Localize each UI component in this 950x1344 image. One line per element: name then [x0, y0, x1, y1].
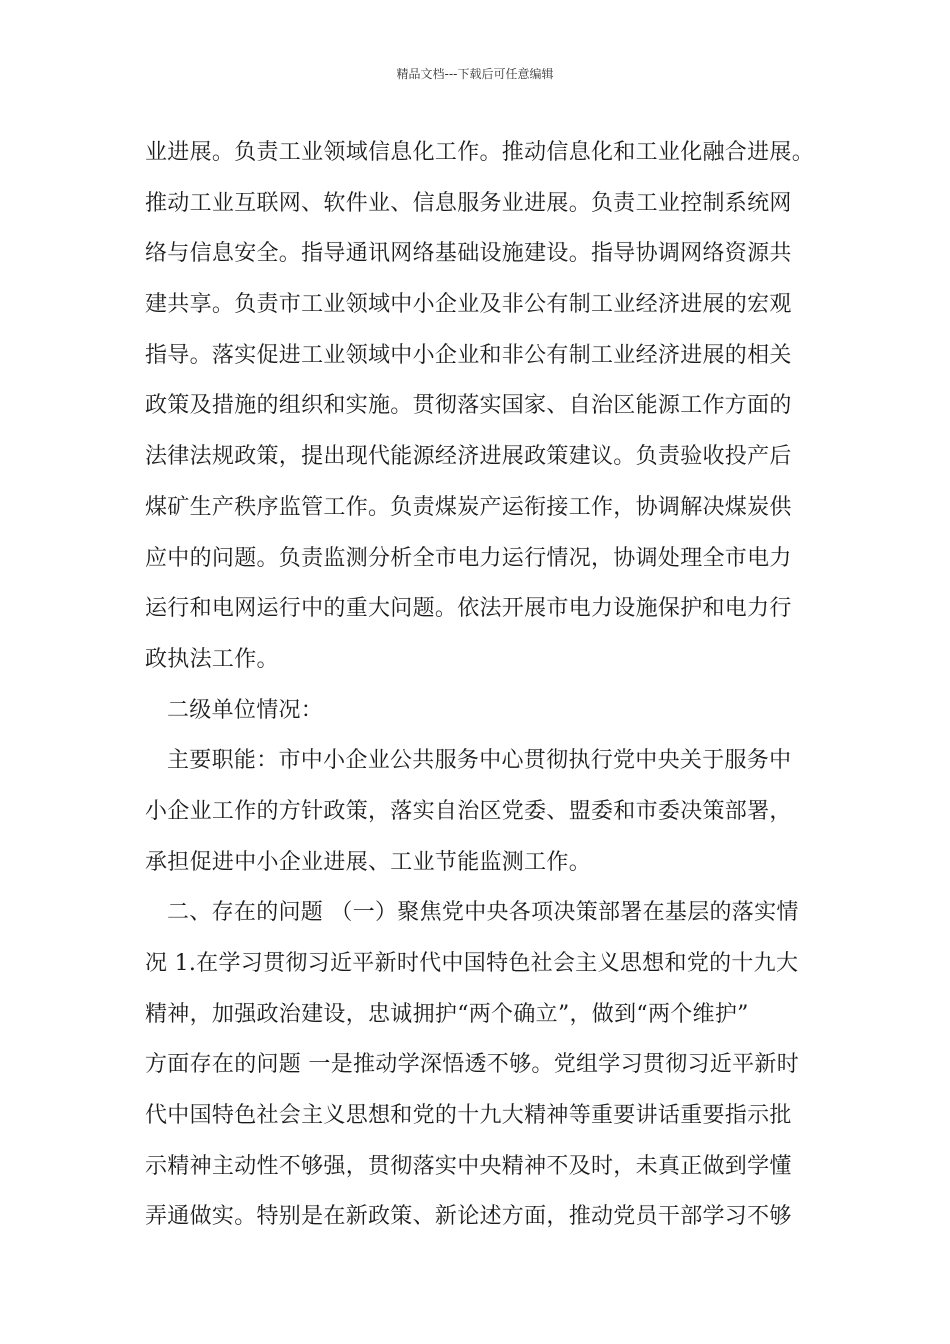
text-line: 示精神主动性不够强，贯彻落实中央精神不及时，未真正做到学懂 [145, 1153, 792, 1179]
text-line: 弄通做实。特别是在新政策、新论述方面，推动党员干部学习不够 [145, 1204, 792, 1230]
text-line: 煤矿生产秩序监管工作。负责煤炭产运衔接工作，协调解决煤炭供 [145, 494, 792, 520]
text-line: 政执法工作。 [145, 646, 279, 672]
text-line: 二、存在的问题 （一）聚焦党中央各项决策部署在基层的落实情 [167, 900, 799, 926]
text-line: 运行和电网运行中的重大问题。依法开展市电力设施保护和电力行 [145, 596, 792, 622]
section-heading: 二级单位情况： [167, 697, 324, 723]
text-line: 业进展。负责工业领域信息化工作。推动信息化和工业化融合进展。 [145, 140, 815, 165]
text-line: 小企业工作的方针政策，落实自治区党委、盟委和市委决策部署， [145, 798, 792, 824]
text-line: 建共享。负责市工业领域中小企业及非公有制工业经济进展的宏观 [145, 292, 792, 318]
text-line: 代中国特色社会主义思想和党的十九大精神等重要讲话重要指示批 [145, 1103, 792, 1129]
text-line: 承担促进中小企业进展、工业节能监测工作。 [145, 849, 592, 875]
text-line: 应中的问题。负责监测分析全市电力运行情况，协调处理全市电力 [145, 545, 792, 571]
text-line: 况 1.在学习贯彻习近平新时代中国特色社会主义思想和党的十九大 [145, 951, 799, 976]
text-line: 政策及措施的组织和实施。贯彻落实国家、自治区能源工作方面的 [145, 393, 792, 419]
text-line: 络与信息安全。指导通讯网络基础设施建设。指导协调网络资源共 [145, 241, 792, 267]
text-line: 指导。落实促进工业领域中小企业和非公有制工业经济进展的相关 [145, 342, 792, 368]
document-body [145, 128, 825, 1243]
text-line: 方面存在的问题 一是推动学深悟透不够。党组学习贯彻习近平新时 [145, 1052, 799, 1078]
text-line: 推动工业互联网、软件业、信息服务业进展。负责工业控制系统网 [145, 190, 792, 216]
text-line: 精神，加强政治建设，忠诚拥护“两个确立”，做到“两个维护” [145, 1001, 749, 1027]
page-header: 精品文档---下载后可任意编辑 [396, 67, 554, 81]
text-line: 法律法规政策，提出现代能源经济进展政策建议。负责验收投产后 [145, 444, 792, 470]
text-line: 主要职能：市中小企业公共服务中心贯彻执行党中央关于服务中 [167, 748, 792, 774]
